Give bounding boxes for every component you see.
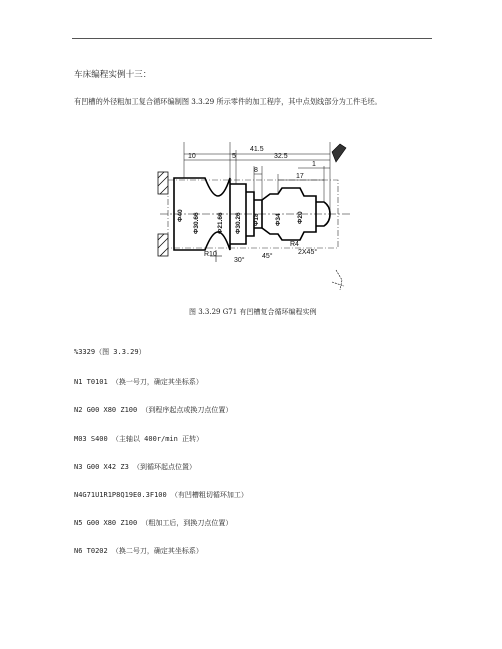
program-line: N2 G00 X80 Z100 （到程序起点或换刀点位置） xyxy=(74,406,233,414)
part-drawing xyxy=(150,130,370,298)
radius-r4: R4 xyxy=(290,241,299,248)
program-line: %3329（图 3.3.29） xyxy=(74,348,146,356)
program-line: N6 T0202 （换二号刀，确定其坐标系） xyxy=(74,547,203,555)
dia-30-66: Φ30.66 xyxy=(193,212,200,234)
tool-icon xyxy=(332,270,344,290)
section-title: 车床编程实例十三： xyxy=(74,70,152,80)
dia-30-26: Φ30.26 xyxy=(235,212,242,234)
dim-10: 10 xyxy=(188,153,196,160)
dia-20: Φ20 xyxy=(297,211,304,224)
dim-overall: 41.5 xyxy=(250,146,264,153)
dim-5: 5 xyxy=(232,153,236,160)
dim-8: 8 xyxy=(254,167,258,174)
dia-40: Φ40 xyxy=(177,209,184,222)
chamfer-2x45: 2X45° xyxy=(298,249,318,256)
program-line: N5 G00 X80 Z100 （粗加工后，到换刀点位置） xyxy=(74,519,233,527)
program-line: N1 T0101 （换一号刀，确定其坐标系） xyxy=(74,378,203,386)
dia-18: Φ18 xyxy=(253,213,260,226)
program-line: N3 G00 X42 Z3 （到循环起点位置） xyxy=(74,463,197,471)
dia-21-66: Φ21.66 xyxy=(217,212,224,234)
intro-paragraph: 有凹槽的外径粗加工复合循环编制图 3.3.29 所示零件的加工程序，其中点划线部分为工件毛坯。 xyxy=(74,97,382,106)
radius-r10: R10 xyxy=(204,251,217,258)
program-line: N4G71U1R1P8Q19E0.3F100 （有凹槽粗切循环加工） xyxy=(74,491,248,499)
dim-1: 1 xyxy=(312,161,316,168)
angle-45: 45° xyxy=(262,253,273,260)
dia-34: Φ34 xyxy=(275,213,282,226)
angle-30: 30° xyxy=(234,257,245,264)
dim-17: 17 xyxy=(296,173,304,180)
program-line: M03 S400 （主轴以 400r/min 正转） xyxy=(74,435,204,443)
figure-caption: 图 3.3.29 G71 有凹槽复合循环编程实例 xyxy=(189,308,317,316)
dim-32-5: 32.5 xyxy=(274,153,288,160)
tool-icon xyxy=(332,144,346,162)
header-rule xyxy=(72,38,432,39)
